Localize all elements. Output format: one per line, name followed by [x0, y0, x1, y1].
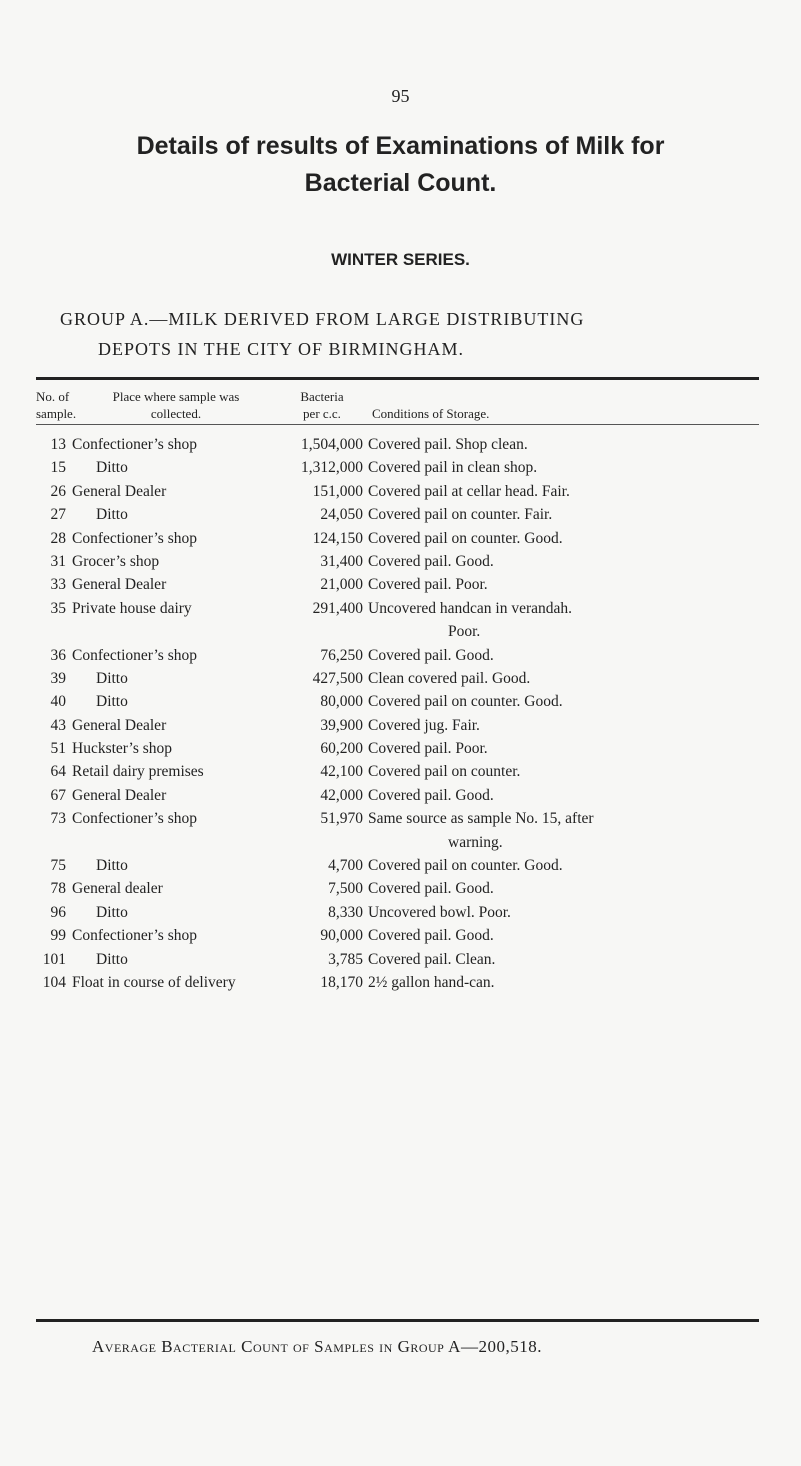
storage-conditions-line: Same source as sample No. 15, after: [368, 810, 594, 828]
collection-place: Confectioner’s shop: [72, 529, 197, 547]
group-heading: [60, 304, 760, 364]
collection-place: Float in course of delivery: [72, 974, 236, 992]
average-value: 200,518.: [478, 1337, 542, 1356]
sample-number: 96: [50, 903, 66, 921]
sample-number: 75: [50, 857, 66, 875]
storage-conditions-line: Covered pail on counter. Good.: [368, 857, 563, 875]
storage-conditions: [368, 550, 768, 573]
sample-number: 104: [42, 974, 66, 992]
collection-place: Confectioner’s shop: [72, 810, 197, 828]
collection-place: Retail dairy premises: [72, 763, 204, 781]
storage-conditions: [368, 737, 768, 760]
page-number: 95: [391, 86, 410, 106]
table-row: [0, 667, 801, 690]
collection-place: Ditto: [96, 693, 128, 711]
collection-place: Confectioner’s shop: [72, 646, 197, 664]
collection-place: Confectioner’s shop: [72, 927, 197, 945]
sample-number: 39: [50, 669, 66, 687]
storage-conditions: [368, 901, 768, 924]
bacteria-count: 42,100: [320, 763, 363, 781]
bacteria-count: 7,500: [328, 880, 363, 898]
collection-place: Ditto: [96, 950, 128, 968]
bacteria-count: 21,000: [320, 576, 363, 594]
header-sample-no: No. of sample.: [36, 389, 77, 421]
storage-conditions: [368, 854, 768, 877]
table-row: [0, 714, 801, 737]
table-row: [0, 948, 801, 971]
sample-number: 64: [50, 763, 66, 781]
table-row: [0, 690, 801, 713]
sample-number: 43: [50, 716, 66, 734]
sample-number: 36: [50, 646, 66, 664]
sample-number: 40: [50, 693, 66, 711]
header-rule: [36, 424, 759, 425]
table-row: [0, 456, 801, 479]
collection-place: General dealer: [72, 880, 163, 898]
collection-place: Private house dairy: [72, 599, 192, 617]
storage-conditions-line: Clean covered pail. Good.: [368, 669, 531, 687]
sample-number: 33: [50, 576, 66, 594]
storage-conditions-line: Covered pail. Good.: [368, 927, 494, 945]
bacteria-count: 151,000: [312, 482, 363, 500]
storage-conditions-line: Covered pail. Good.: [368, 786, 494, 804]
collection-place: Ditto: [96, 459, 128, 477]
storage-conditions-line: Covered pail. Good.: [368, 646, 494, 664]
storage-conditions: [368, 714, 768, 737]
sample-number: 67: [50, 786, 66, 804]
storage-conditions-line: Covered pail in clean shop.: [368, 459, 538, 477]
bacteria-count: 1,504,000: [301, 436, 363, 453]
storage-conditions-line: Covered pail at cellar head. Fair.: [368, 482, 570, 500]
bacteria-count: 427,500: [312, 669, 363, 687]
storage-conditions-line: Covered jug. Fair.: [368, 716, 480, 734]
storage-conditions-line: Covered pail. Poor.: [368, 740, 488, 758]
storage-conditions-line: Covered pail on counter. Good.: [368, 529, 563, 547]
storage-conditions: [368, 760, 768, 783]
storage-conditions: [368, 924, 768, 947]
storage-conditions-line: 2½ gallon hand-can.: [368, 974, 495, 992]
average-label: Average Bacterial Count of Samples in Group A—: [92, 1337, 479, 1356]
bacteria-count: 60,200: [320, 740, 363, 758]
storage-conditions-line: Uncovered handcan in verandah.: [368, 599, 572, 617]
storage-conditions: [368, 877, 768, 900]
storage-conditions: [368, 597, 768, 644]
sample-number: 28: [50, 529, 66, 547]
storage-conditions: [368, 971, 768, 994]
sample-number: 35: [50, 599, 66, 617]
collection-place: General Dealer: [72, 786, 167, 804]
collection-place: Huckster’s shop: [72, 740, 173, 758]
storage-conditions: [368, 690, 768, 713]
collection-place: Confectioner’s shop: [72, 436, 197, 453]
collection-place: Ditto: [96, 506, 128, 524]
table-row: [0, 784, 801, 807]
sample-number: 73: [50, 810, 66, 828]
table-row: [0, 597, 801, 644]
collection-place: General Dealer: [72, 482, 167, 500]
bacteria-count: 3,785: [328, 950, 363, 968]
storage-conditions: [368, 503, 768, 526]
table-row: [0, 433, 801, 456]
collection-place: General Dealer: [72, 716, 167, 734]
sample-number: 13: [50, 436, 66, 453]
sample-number: 51: [50, 740, 66, 758]
collection-place: Ditto: [96, 669, 128, 687]
storage-conditions-continued: Poor.: [448, 623, 481, 641]
storage-conditions-line: Covered pail on counter. Fair.: [368, 506, 553, 524]
bacteria-count: 291,400: [312, 599, 363, 617]
bacteria-count: 31,400: [320, 552, 363, 570]
storage-conditions-line: Uncovered bowl. Poor.: [368, 903, 511, 921]
title-line-2: Bacterial Count.: [304, 169, 497, 197]
collection-place: Ditto: [96, 857, 128, 875]
collection-place: Grocer’s shop: [72, 552, 160, 570]
bacteria-count: 1,312,000: [301, 459, 363, 477]
storage-conditions: [368, 456, 768, 479]
sample-number: 27: [50, 506, 66, 524]
bacteria-count: 42,000: [320, 786, 363, 804]
bacteria-count: 51,970: [320, 810, 363, 828]
storage-conditions: [368, 527, 768, 550]
storage-conditions: [368, 644, 768, 667]
table-row: [0, 573, 801, 596]
table-row: [0, 644, 801, 667]
table-row: [0, 503, 801, 526]
storage-conditions-line: Covered pail. Shop clean.: [368, 436, 528, 453]
page-title: [0, 128, 801, 202]
header-conditions: Conditions of Storage.: [372, 406, 490, 421]
data-table: [0, 433, 801, 994]
bacteria-count: 18,170: [320, 974, 363, 992]
bacteria-count: 4,700: [328, 857, 363, 875]
group-line-2: DEPOTS IN THE CITY OF BIRMINGHAM.: [98, 339, 465, 359]
table-row: [0, 527, 801, 550]
series-heading: WINTER SERIES.: [331, 250, 470, 269]
header-bacteria: Bacteria per c.c.: [300, 389, 344, 421]
sample-number: 99: [50, 927, 66, 945]
collection-place: General Dealer: [72, 576, 167, 594]
storage-conditions: [368, 667, 768, 690]
table-row: [0, 971, 801, 994]
sample-number: 78: [50, 880, 66, 898]
table-top-rule: [36, 377, 759, 380]
sample-number: 101: [42, 950, 66, 968]
group-line-1: GROUP A.—MILK DERIVED FROM LARGE DISTRIBUTING: [60, 309, 585, 329]
collection-place: Ditto: [96, 903, 128, 921]
title-line-1: Details of results of Examinations of Milk for: [136, 132, 665, 160]
sample-number: 26: [50, 482, 66, 500]
table-row: [0, 737, 801, 760]
storage-conditions: [368, 433, 768, 456]
storage-conditions: [368, 948, 768, 971]
storage-conditions: [368, 480, 768, 503]
table-row: [0, 760, 801, 783]
average-count: [92, 1337, 542, 1357]
bacteria-count: 24,050: [320, 506, 363, 524]
table-row: [0, 807, 801, 854]
bacteria-count: 80,000: [320, 693, 363, 711]
bacteria-count: 8,330: [328, 903, 363, 921]
table-row: [0, 854, 801, 877]
storage-conditions: [368, 784, 768, 807]
table-row: [0, 480, 801, 503]
storage-conditions: [368, 573, 768, 596]
storage-conditions-line: Covered pail. Good.: [368, 552, 494, 570]
bacteria-count: 39,900: [320, 716, 363, 734]
storage-conditions: [368, 807, 768, 854]
bacteria-count: 124,150: [312, 529, 363, 547]
sample-number: 31: [50, 552, 66, 570]
table-row: [0, 550, 801, 573]
table-bottom-rule: [36, 1319, 759, 1322]
table-row: [0, 877, 801, 900]
storage-conditions-line: Covered pail on counter.: [368, 763, 521, 781]
header-place: Place where sample was collected.: [112, 389, 240, 421]
table-row: [0, 901, 801, 924]
storage-conditions-line: Covered pail. Good.: [368, 880, 494, 898]
storage-conditions-line: Covered pail on counter. Good.: [368, 693, 563, 711]
storage-conditions-line: Covered pail. Poor.: [368, 576, 488, 594]
bacteria-count: 90,000: [320, 927, 363, 945]
bacteria-count: 76,250: [320, 646, 363, 664]
sample-number: 15: [50, 459, 66, 477]
storage-conditions-continued: warning.: [448, 833, 503, 851]
storage-conditions-line: Covered pail. Clean.: [368, 950, 496, 968]
table-row: [0, 924, 801, 947]
